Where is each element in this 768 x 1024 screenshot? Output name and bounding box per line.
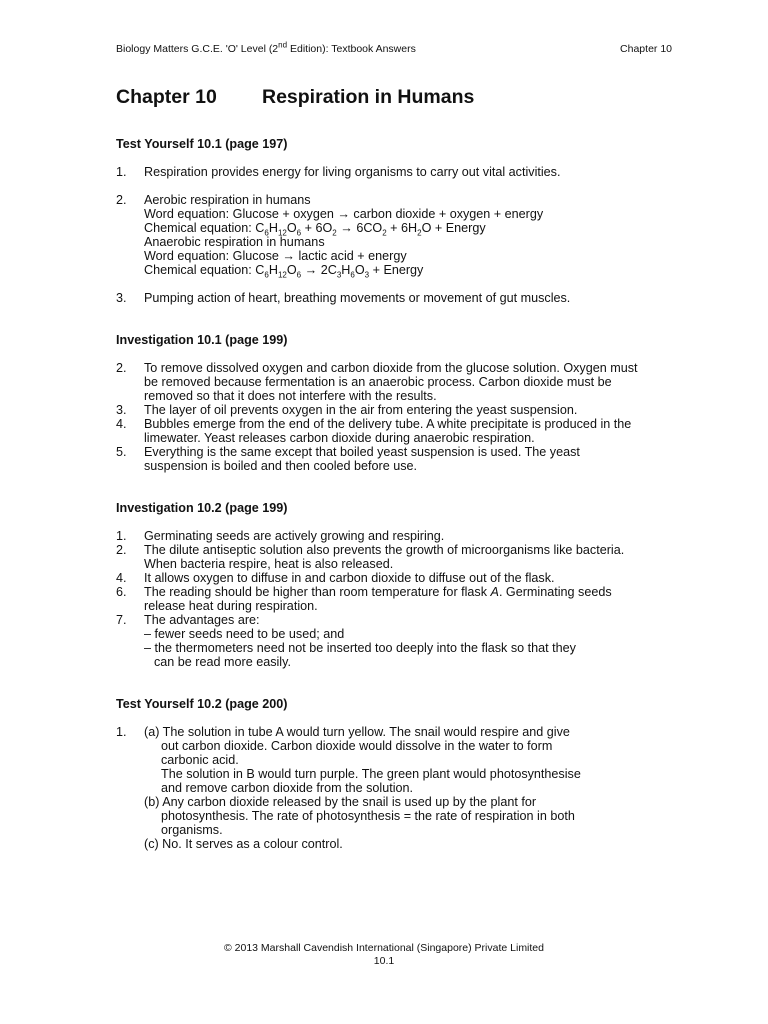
chapter-title	[116, 86, 474, 109]
answer-item: 2. Aerobic respiration in humans Word equation: Glucose + oxygen → carbon dioxide + oxygen + energy Chemical equation: $C_6H_{12}O_6 + 6O_2 \to 6CO_2 + 6H_2O$ + Energy Anaerobic respiration in humans Word equation: Glucose → lactic acid + energy Chemical equation: $C_6H_{12}O_6 \to 2C_3H_6O_3$ + Energy	[116, 193, 544, 280]
answer-item: 4. It allows oxygen to diffuse in and carbon dioxide to diffuse out of the flask.	[116, 571, 555, 585]
arrow-icon: →	[340, 221, 353, 235]
answer-item: 2. The dilute antiseptic solution also prevents the growth of microorganisms like bacteria. When bacteria respire, heat is also released.	[116, 543, 625, 571]
answer-item: 7. The advantages are: – fewer seeds need to be used; and – the thermometers need not be inserted too deeply into the flask so that they can be read more easily.	[116, 613, 576, 669]
arrow-icon: →	[304, 263, 318, 277]
section-title: Investigation 10.2 (page 199)	[116, 501, 288, 515]
answers-body	[116, 137, 676, 851]
page-number: 10.1	[373, 955, 395, 967]
section-title: Investigation 10.1 (page 199)	[116, 333, 288, 347]
copyright: © 2013 Marshall Cavendish International (Singapore) Private Limited	[224, 942, 544, 954]
answer-item: 1. (a) The solution in tube A would turn yellow. The snail would respire and give out carbon dioxide. Carbon dioxide would dissolve in the water to form carbonic acid. The solution in B would turn purple. The green plant would photosynthesise and remove carbon dioxide from the solution. (b) Any carbon dioxide released by the snail is used up by the plant for photosynthesis. The rate of photosynthesis = the rate of respiration in both organisms. (c) No. It serves as a colour control.	[116, 725, 581, 851]
arrow-icon: →	[282, 249, 295, 263]
page-header	[116, 40, 672, 55]
answer-item: 3. Pumping action of heart, breathing movements or movement of gut muscles.	[116, 291, 571, 305]
section-title: Test Yourself 10.2 (page 200)	[116, 697, 288, 711]
answer-item: 2. To remove dissolved oxygen and carbon dioxide from the glucose solution. Oxygen must be removed because fermentation is an anaerobic process. Carbon dioxide must be removed so that it does not interfere with the results.	[116, 361, 638, 403]
header-left: Biology Matters G.C.E. 'O' Level (2nd Edition): Textbook Answers	[116, 40, 416, 55]
chapter-number: Chapter 10	[116, 86, 217, 108]
answer-item: 1. Germinating seeds are actively growing and respiring.	[116, 529, 445, 543]
page-footer	[0, 942, 768, 968]
answer-item: 1. Respiration provides energy for living organisms to carry out vital activities.	[116, 165, 561, 179]
answer-item: 4. Bubbles emerge from the end of the delivery tube. A white precipitate is produced in the limewater. Yeast releases carbon dioxide during anaerobic respiration.	[116, 417, 632, 445]
header-right: Chapter 10	[620, 43, 672, 55]
answer-item: 5. Everything is the same except that boiled yeast suspension is used. The yeast suspension is boiled and then cooled before use.	[116, 445, 580, 473]
answer-item: 6. The reading should be higher than room temperature for flask A. Germinating seeds release heat during respiration.	[116, 585, 612, 613]
chapter-name: Respiration in Humans	[262, 86, 475, 108]
arrow-icon: →	[337, 207, 350, 221]
section-title: Test Yourself 10.1 (page 197)	[116, 137, 288, 151]
answer-item: 3. The layer of oil prevents oxygen in the air from entering the yeast suspension.	[116, 403, 578, 417]
